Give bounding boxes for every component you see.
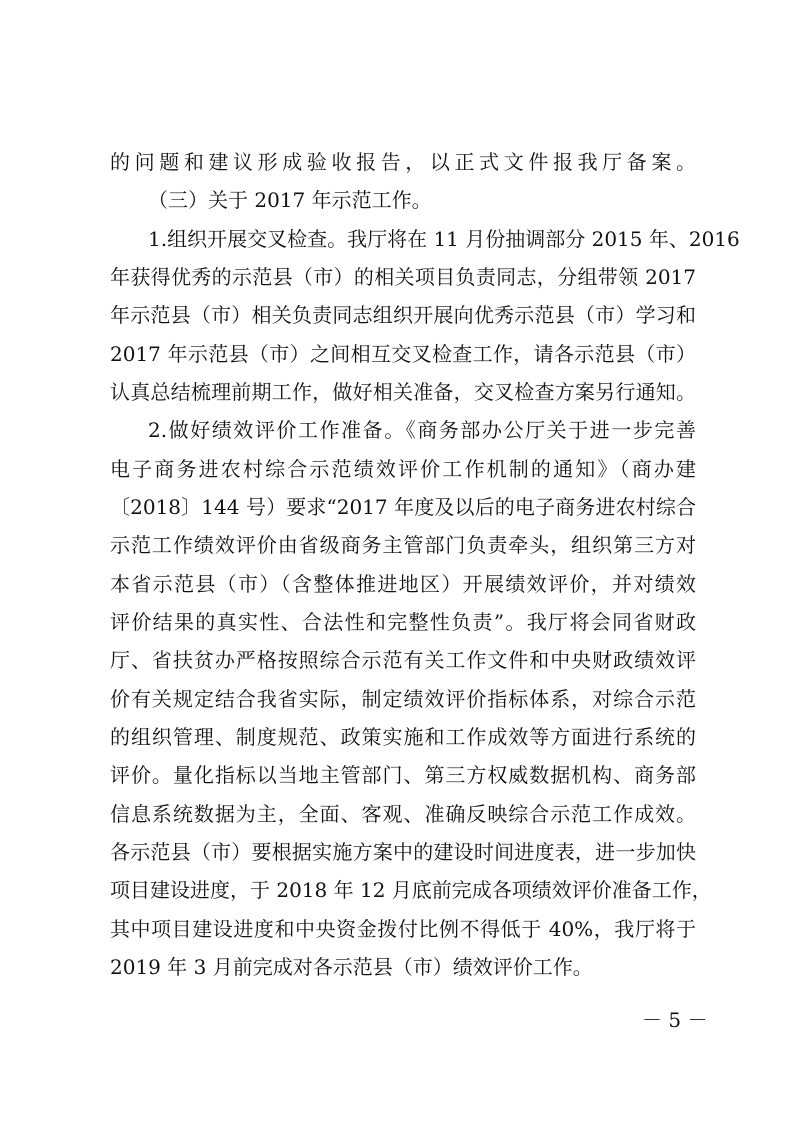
text-line: 的组织管理、制度规范、政策实施和工作成效等方面进行系统的 (110, 725, 696, 749)
text-line: 评价。量化指标以当地主管部门、第三方权威数据机构、商务部 (110, 763, 696, 787)
page-number: － 5 － (642, 1008, 708, 1032)
text-line: 1.组织开展交叉检查。我厅将在 11 月份抽调部分 2015 年、2016 (148, 227, 740, 251)
text-line: 2019 年 3 月前完成对各示范县（市）绩效评价工作。 (110, 955, 593, 979)
text-line: 本省示范县（市）（含整体推进地区）开展绩效评价，并对绩效 (110, 572, 696, 596)
text-line: 信息系统数据为主，全面、客观、准确反映综合示范工作成效。 (110, 802, 696, 826)
text-line: 年获得优秀的示范县（市）的相关项目负责同志，分组带领 2017 (110, 265, 696, 289)
text-line: 厅、省扶贫办严格按照综合示范有关工作文件和中央财政绩效评 (110, 648, 696, 672)
text-line: 2017 年示范县（市）之间相互交叉检查工作，请各示范县（市） (110, 342, 696, 366)
text-line: 认真总结梳理前期工作，做好相关准备，交叉检查方案另行通知。 (110, 380, 696, 404)
section-heading: （三）关于 2017 年示范工作。 (148, 188, 432, 212)
text-line: 的问题和建议形成验收报告，以正式文件报我厅备案。 (110, 150, 696, 174)
text-line: 电子商务进农村综合示范绩效评价工作机制的通知》（商办建 (110, 457, 696, 481)
text-line: 评价结果的真实性、合法性和完整性负责”。我厅将会同省财政 (110, 610, 696, 634)
text-line: 项目建设进度，于 2018 年 12 月底前完成各项绩效评价准备工作， (110, 878, 712, 902)
text-line: 其中项目建设进度和中央资金拨付比例不得低于 40%，我厅将于 (110, 917, 696, 941)
text-line: 各示范县（市）要根据实施方案中的建设时间进度表，进一步加快 (110, 840, 696, 864)
text-line: 示范工作绩效评价由省级商务主管部门负责牵头，组织第三方对 (110, 533, 696, 557)
text-line: 价有关规定结合我省实际，制定绩效评价指标体系，对综合示范 (110, 687, 696, 711)
text-line: 2.做好绩效评价工作准备。《商务部办公厅关于进一步完善 (148, 418, 696, 442)
text-line: 〔2018〕144 号）要求“2017 年度及以后的电子商务进农村综合 (110, 495, 696, 519)
text-line: 年示范县（市）相关负责同志组织开展向优秀示范县（市）学习和 (110, 303, 696, 327)
